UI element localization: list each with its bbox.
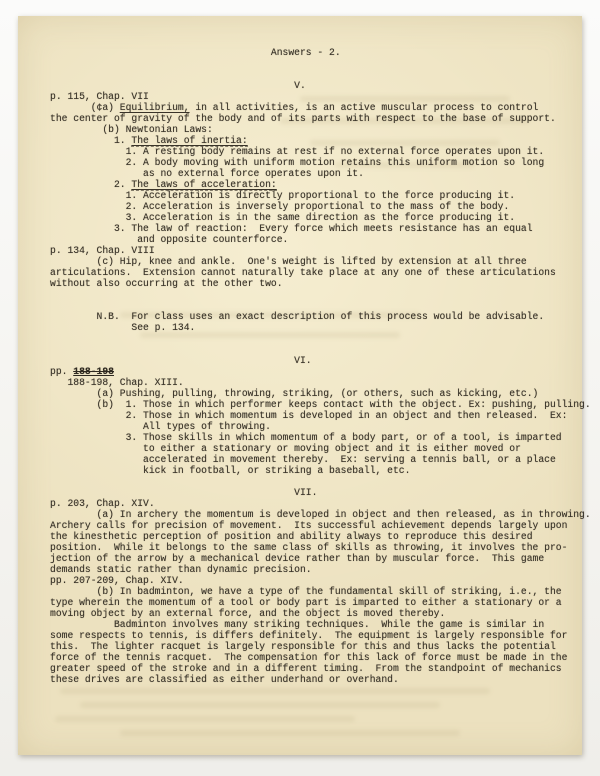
typewritten-line: (b) In badminton, we have a type of the fundamental skill of striking, i.e., the: [50, 586, 562, 597]
bleed-through-mark: [80, 702, 440, 708]
typewritten-line: 2. Those in which momentum is developed in an object and then released. Ex:: [50, 410, 568, 421]
document-page: [18, 16, 591, 755]
typewritten-line: 3. Acceleration is in the same direction as the force producing it.: [50, 212, 516, 223]
typewritten-line: 3. The law of reaction: Every force which meets resistance has an equal: [50, 223, 533, 234]
typewritten-line: [50, 476, 578, 487]
typewritten-line: [50, 58, 578, 69]
typewritten-line: this. The lighter racquet is largely responsible for this and thus lacks the potential: [50, 641, 556, 652]
typewritten-line: Archery calls for precision of movement. Its successful achievement depends largely upon: [50, 520, 568, 531]
bleed-through-mark: [120, 730, 460, 736]
bleed-through-mark: [60, 688, 490, 694]
typewritten-line: some respects to tennis, is differs definitely. The equipment is largely responsible for: [50, 630, 568, 641]
typewritten-line: [50, 69, 578, 80]
typewritten-line: 2. Acceleration is inversely proportional to the mass of the body.: [50, 201, 510, 212]
typewritten-line: to either a stationary or moving object and it is either moved or: [50, 443, 521, 454]
typewritten-line: 1. The laws of inertia:: [50, 135, 248, 146]
typewritten-line: 2. A body moving with uniform motion retains this uniform motion so long: [50, 157, 545, 168]
typewritten-line: accelerated in movement thereby. Ex: serving a tennis ball, or a place: [50, 454, 556, 465]
typewritten-line: (b) Newtonian Laws:: [50, 124, 213, 135]
typewritten-line: Answers - 2.: [50, 47, 341, 58]
typewritten-line: greater speed of the stroke and in a different timing. From the standpoint of mechanics: [50, 663, 562, 674]
typewritten-line: force of the tennis racquet. The compensation for this lack of force must be made in the: [50, 652, 568, 663]
typewritten-line: as no external force operates upon it.: [50, 168, 364, 179]
typewritten-line: 3. Those skills in which momentum of a body part, or of a tool, is imparted: [50, 432, 562, 443]
typewritten-line: these drives are classified as either underhand or overhand.: [50, 674, 399, 685]
typed-lines: [50, 47, 591, 685]
typewritten-line: (a) Pushing, pulling, throwing, striking, (or others, such as kicking, etc.): [50, 388, 539, 399]
typewritten-line: [50, 333, 578, 344]
typewritten-line: (¢a) Equilibrium, in all activities, is an active muscular process to control: [50, 102, 539, 113]
typewritten-line: All types of throwing.: [50, 421, 271, 432]
typewritten-line: demands static rather than dynamic precision.: [50, 564, 312, 575]
typewritten-line: kick in football, or striking a baseball, etc.: [50, 465, 411, 476]
typewritten-line: Badminton involves many striking techniques. While the game is similar in: [50, 619, 545, 630]
typewritten-line: pp. 207-209, Chap. XIV.: [50, 575, 184, 586]
typewritten-line: and opposite counterforce.: [50, 234, 289, 245]
typewritten-line: jection of the arrow by a mechanical device rather than by muscular force. This game: [50, 553, 545, 564]
typewritten-line: moving object by an external force, and the object is moved thereby.: [50, 608, 446, 619]
typewritten-line: V.: [50, 80, 306, 91]
typewritten-line: N.B. For class uses an exact description of this process would be advisable.: [50, 311, 545, 322]
typewritten-line: pp. 188-198: [50, 366, 114, 377]
typewritten-line: type wherein the momentum of a tool or body part is imparted to either a stationary or a: [50, 597, 562, 608]
typewritten-line: p. 115, Chap. VII: [50, 91, 149, 102]
bleed-through-mark: [55, 716, 355, 722]
typewritten-line: p. 203, Chap. XIV.: [50, 498, 155, 509]
typewritten-line: the kinesthetic perception of position and ability always to reproduce this desired: [50, 531, 533, 542]
typewritten-line: 1. A resting body remains at rest if no external force operates upon it.: [50, 146, 545, 157]
typewritten-line: See p. 134.: [50, 322, 196, 333]
typewritten-line: VI.: [50, 355, 312, 366]
typewritten-line: [50, 344, 578, 355]
typewritten-line: (c) Hip, knee and ankle. One's weight is lifted by extension at all three: [50, 256, 527, 267]
typewritten-line: (b) 1. Those in which performer keeps contact with the object. Ex: pushing, pulling.: [50, 399, 591, 410]
typewritten-line: [50, 289, 578, 300]
typewritten-line: 188-198, Chap. XIII.: [50, 377, 184, 388]
typewritten-line: (a) In archery the momentum is developed in object and then released, as in throwing.: [50, 509, 591, 520]
typewritten-line: [50, 300, 578, 311]
typewritten-line: 1. Acceleration is directly proportional to the force producing it.: [50, 190, 516, 201]
typewritten-line: position. While it belongs to the same class of skills as throwing, it involves the pro-: [50, 542, 568, 553]
typewritten-line: 2. The laws of acceleration:: [50, 179, 277, 190]
typewritten-line: articulations. Extension cannot naturally take place at any one of these articulations: [50, 267, 556, 278]
typewritten-line: VII.: [50, 487, 318, 498]
typewritten-line: without also occurring at the other two.: [50, 278, 283, 289]
typewritten-line: the center of gravity of the body and of its parts with respect to the base of support.: [50, 113, 556, 124]
typewritten-line: p. 134, Chap. VIII: [50, 245, 155, 256]
